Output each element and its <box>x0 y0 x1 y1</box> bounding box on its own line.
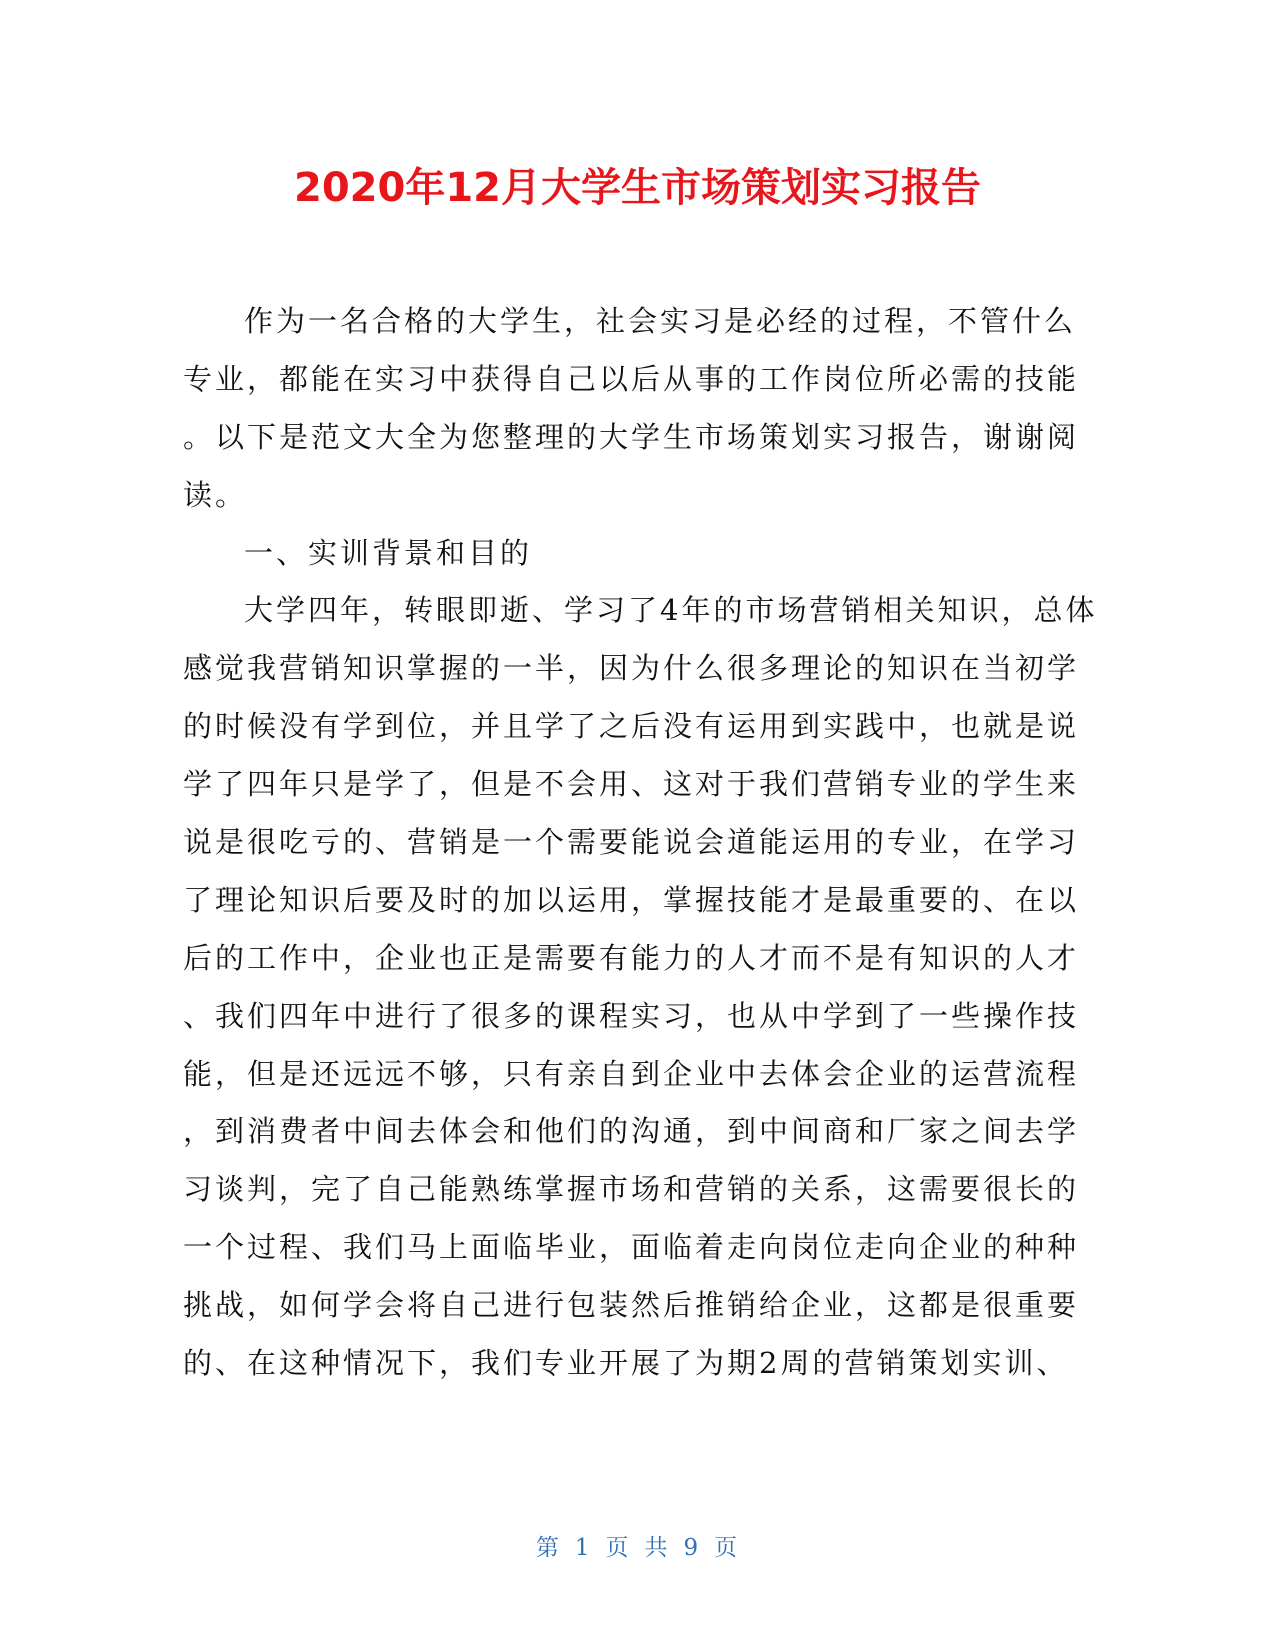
paragraph-line: 的时候没有学到位，并且学了之后没有运用到实践中，也就是说 <box>183 709 1080 744</box>
document-title: 2020年12月大学生市场策划实习报告 <box>294 165 981 211</box>
paragraph-line: ，到消费者中间去体会和他们的沟通，到中间商和厂家之间去学 <box>183 1114 1080 1149</box>
page-label-mid: 页 <box>605 1535 631 1561</box>
paragraph-line: 、我们四年中进行了很多的课程实习，也从中学到了一些操作技 <box>183 998 1080 1033</box>
paragraph-line: 大学四年，转眼即逝、学习了4年的市场营销相关知识，总体 <box>244 593 1098 628</box>
paragraph-line: 一个过程、我们马上面临毕业，面临着走向岗位走向企业的种种 <box>183 1230 1080 1265</box>
paragraph-line: 能，但是还远远不够，只有亲自到企业中去体会企业的运营流程 <box>183 1056 1080 1091</box>
paragraph-line: 学了四年只是学了，但是不会用、这对于我们营销专业的学生来 <box>183 767 1080 802</box>
paragraph-line: 感觉我营销知识掌握的一半，因为什么很多理论的知识在当初学 <box>183 651 1080 686</box>
current-page-number: 1 <box>574 1535 592 1561</box>
page-label-prefix: 第 <box>535 1535 561 1561</box>
document-body <box>183 293 1098 1393</box>
paragraph-line: 作为一名合格的大学生，社会实习是必经的过程，不管什么 <box>244 304 1077 338</box>
total-pages-number: 9 <box>683 1535 701 1561</box>
paragraph-line: 后的工作中，企业也正是需要有能力的人才而不是有知识的人才 <box>183 940 1080 975</box>
paragraph-line: 了理论知识后要及时的加以运用，掌握技能才是最重要的、在以 <box>183 882 1080 917</box>
paragraph-line: 专业，都能在实习中获得自己以后从事的工作岗位所必需的技能 <box>183 361 1080 396</box>
paragraph-line: 习谈判，完了自己能熟练掌握市场和营销的关系，这需要很长的 <box>183 1172 1080 1207</box>
paragraph-line: 读。 <box>183 477 248 512</box>
section-heading: 一、实训背景和目的 <box>244 535 533 570</box>
page-label-suffix: 页 <box>714 1535 740 1561</box>
page-footer <box>0 1533 1275 1563</box>
paragraph-line: 挑战，如何学会将自己进行包装然后推销给企业，这都是很重要 <box>183 1288 1080 1323</box>
paragraph-line: 说是很吃亏的、营销是一个需要能说会道能运用的专业，在学习 <box>183 825 1080 860</box>
paragraph-line: 。以下是范文大全为您整理的大学生市场策划实习报告，谢谢阅 <box>183 419 1080 454</box>
total-label: 共 <box>644 1535 670 1561</box>
paragraph-line: 的、在这种情况下，我们专业开展了为期2周的营销策划实训、 <box>183 1346 1069 1381</box>
